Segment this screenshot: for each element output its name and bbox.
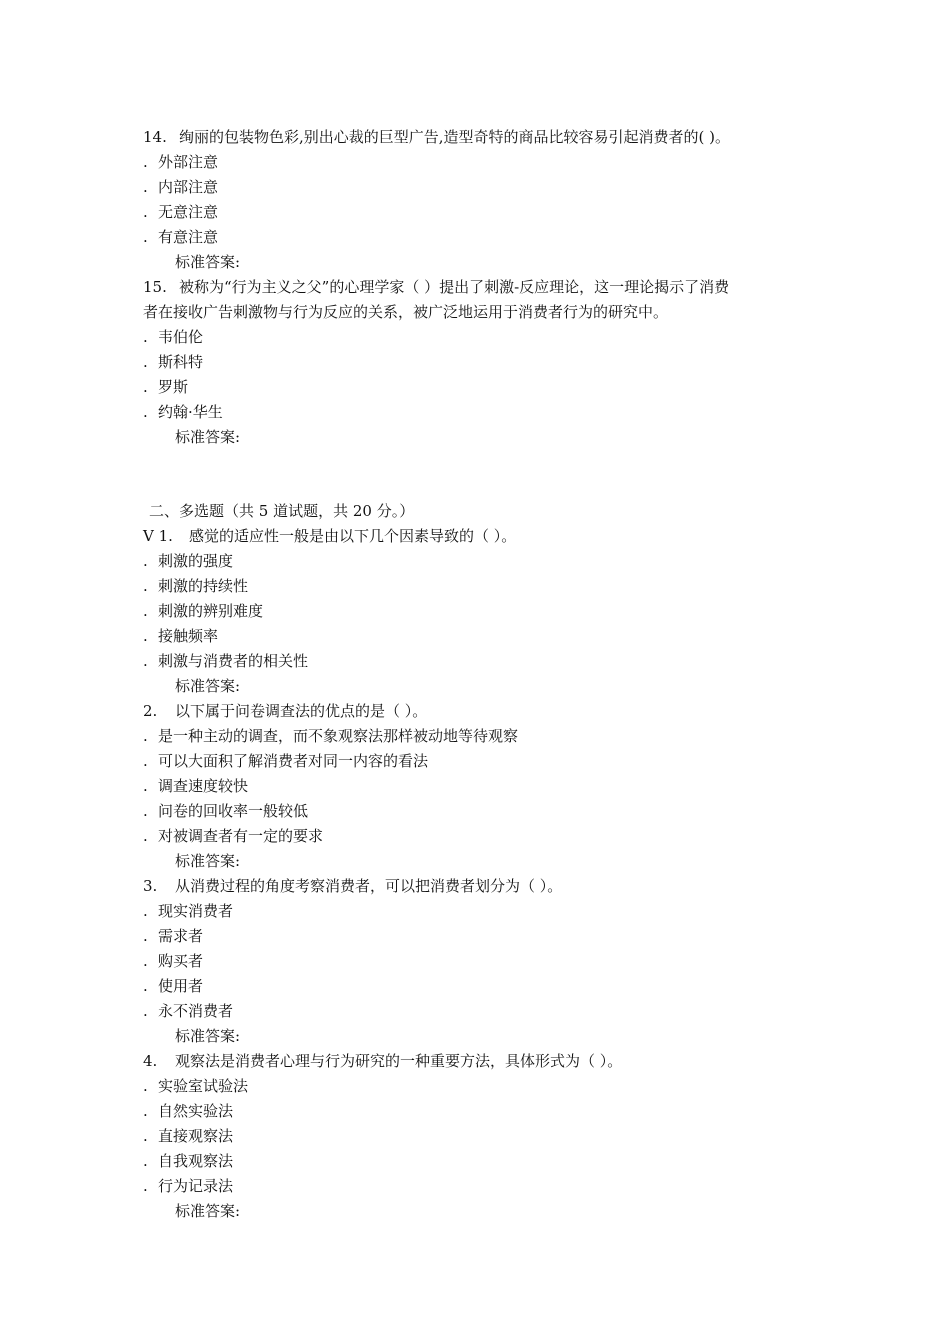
- question-number: 3.: [143, 877, 158, 895]
- option-text: 实验室试验法: [158, 1077, 249, 1095]
- option-text: 约翰·华生: [158, 403, 223, 421]
- option-text: 刺激的辨别难度: [158, 602, 264, 620]
- option-text: 使用者: [158, 977, 204, 995]
- option: . 有意注意: [143, 228, 219, 246]
- question-text: 绚丽的包装物色彩,别出心裁的巨型广告,造型奇特的商品比较容易引起消费者的( )。: [179, 128, 731, 146]
- answer-label: 标准答案:: [175, 428, 241, 446]
- question-number: 15.: [143, 278, 167, 296]
- option-text: 无意注意: [158, 203, 219, 221]
- option: . 外部注意: [143, 153, 219, 171]
- multi-question-4: [143, 1051, 622, 1071]
- question-number: 14.: [143, 128, 167, 146]
- option: . 自然实验法: [143, 1102, 234, 1120]
- option: . 问卷的回收率一般较低: [143, 802, 309, 820]
- option: . 刺激的持续性: [143, 577, 249, 595]
- option: . 自我观察法: [143, 1152, 234, 1170]
- option-text: 现实消费者: [158, 902, 234, 920]
- option-text: 是一种主动的调查，而不象观察法那样被动地等待观察: [158, 727, 519, 745]
- option-text: 永不消费者: [158, 1002, 234, 1020]
- question-text: 被称为“行为主义之父”的心理学家（ ）提出了刺激-反应理论，这一理论揭示了消费: [179, 278, 730, 296]
- option: . 韦伯伦: [143, 328, 204, 346]
- option: . 行为记录法: [143, 1177, 234, 1195]
- answer-label: 标准答案:: [175, 1202, 241, 1220]
- option: . 无意注意: [143, 203, 219, 221]
- question-text: 以下属于问卷调查法的优点的是（ ）。: [175, 702, 428, 720]
- answer-label: 标准答案:: [175, 677, 241, 695]
- option: . 现实消费者: [143, 902, 234, 920]
- option-text: 自然实验法: [158, 1102, 234, 1120]
- option-text: 外部注意: [158, 153, 219, 171]
- multi-question-1: [143, 526, 516, 546]
- option: . 罗斯: [143, 378, 189, 396]
- option-text: 刺激的持续性: [158, 577, 249, 595]
- option: . 调查速度较快: [143, 777, 249, 795]
- option: . 需求者: [143, 927, 204, 945]
- option-text: 直接观察法: [158, 1127, 234, 1145]
- option-text: 有意注意: [158, 228, 219, 246]
- option-text: 罗斯: [158, 378, 189, 396]
- option-text: 韦伯伦: [158, 328, 204, 346]
- question-number: V 1.: [143, 527, 173, 545]
- question-text: 观察法是消费者心理与行为研究的一种重要方法，具体形式为（ ）。: [175, 1052, 623, 1070]
- option: . 接触频率: [143, 627, 219, 645]
- question-text-continued: 者在接收广告刺激物与行为反应的关系，被广泛地运用于消费者行为的研究中。: [143, 303, 669, 321]
- option-text: 可以大面积了解消费者对同一内容的看法: [158, 752, 429, 770]
- multi-question-2: [143, 701, 427, 721]
- question-text: 感觉的适应性一般是由以下几个因素导致的（ ）。: [189, 527, 517, 545]
- option: . 直接观察法: [143, 1127, 234, 1145]
- option: . 约翰·华生: [143, 403, 223, 421]
- question-14: [143, 127, 730, 147]
- answer-label: 标准答案:: [175, 852, 241, 870]
- question-number: 4.: [143, 1052, 158, 1070]
- answer-label: 标准答案:: [175, 1027, 241, 1045]
- question-number: 2.: [143, 702, 158, 720]
- option-text: 刺激的强度: [158, 552, 234, 570]
- option: . 可以大面积了解消费者对同一内容的看法: [143, 752, 429, 770]
- option: . 刺激的强度: [143, 552, 234, 570]
- option-text: 内部注意: [158, 178, 219, 196]
- multi-question-3: [143, 876, 562, 896]
- option-text: 购买者: [158, 952, 204, 970]
- option-text: 刺激与消费者的相关性: [158, 652, 309, 670]
- option: . 使用者: [143, 977, 204, 995]
- option: . 是一种主动的调查，而不象观察法那样被动地等待观察: [143, 727, 519, 745]
- question-text: 从消费过程的角度考察消费者，可以把消费者划分为（ ）。: [175, 877, 563, 895]
- option-text: 需求者: [158, 927, 204, 945]
- option: . 购买者: [143, 952, 204, 970]
- option-text: 问卷的回收率一般较低: [158, 802, 309, 820]
- option-text: 调查速度较快: [158, 777, 249, 795]
- answer-label: 标准答案:: [175, 253, 241, 271]
- option-text: 接触频率: [158, 627, 219, 645]
- section-title: 二、多选题（共 5 道试题，共 20 分。）: [149, 502, 415, 520]
- option: . 刺激与消费者的相关性: [143, 652, 309, 670]
- option-text: 斯科特: [158, 353, 204, 371]
- option: . 内部注意: [143, 178, 219, 196]
- option: . 刺激的辨别难度: [143, 602, 264, 620]
- option: . 实验室试验法: [143, 1077, 249, 1095]
- option-text: 对被调查者有一定的要求: [158, 827, 324, 845]
- option-text: 自我观察法: [158, 1152, 234, 1170]
- option: . 永不消费者: [143, 1002, 234, 1020]
- option: . 对被调查者有一定的要求: [143, 827, 324, 845]
- option-text: 行为记录法: [158, 1177, 234, 1195]
- option: . 斯科特: [143, 353, 204, 371]
- question-15: [143, 277, 729, 297]
